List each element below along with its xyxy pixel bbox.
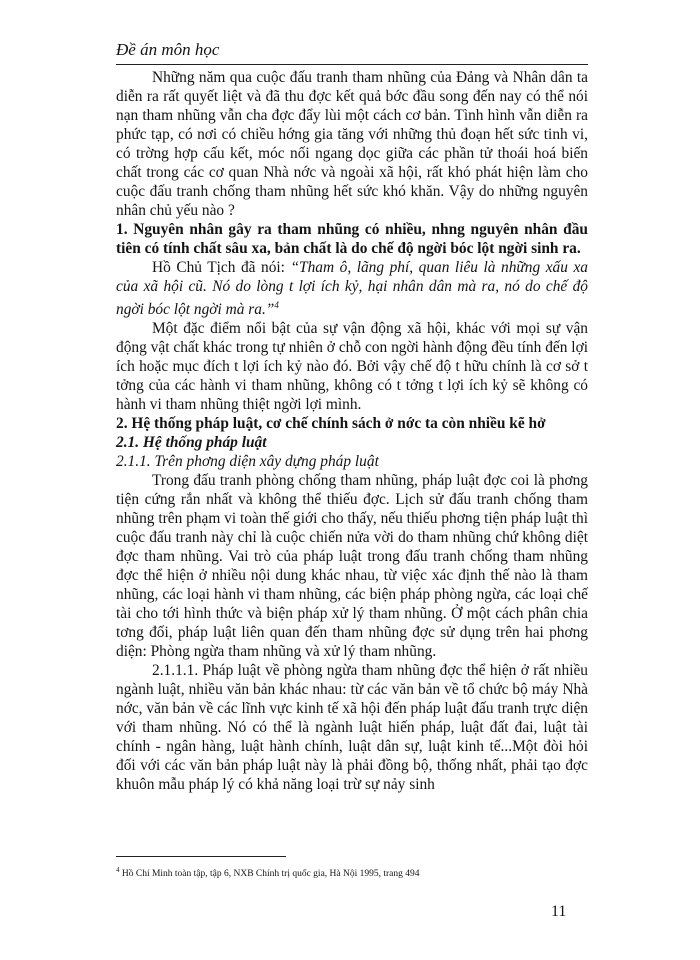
footnote-divider (116, 856, 286, 857)
heading-2-legal-system: 2. Hệ thống pháp luật, cơ chế chính sách ở nớc ta còn nhiều kẽ hở (116, 415, 546, 433)
page-number: 11 (551, 903, 567, 920)
document-body (116, 68, 588, 794)
footnote (116, 864, 586, 880)
quote-intro: Hồ Chủ Tịch đã nói: (152, 259, 291, 276)
intro-paragraph: Những năm qua cuộc đấu tranh tham nhũng của Đảng và Nhân dân ta diễn ra rất quyết liệt và đã thu đợc kết quả bớc đầu song đến nay có thể nói nạn tham nhũng vẫn cha đợc đẩy lùi một cách cơ bản. Tình hình vẫn diễn ra phức tạp, có nơi có chiều hớng gia tăng với những thủ đoạn hết sức tinh vi, có trờng hợp cấu kết, móc nối ngang dọc giữa các phần tử thoái hoá biến chất trong các cơ quan Nhà nớc và ngoài xã hội, rất khó phát hiện làm cho cuộc đấu tranh chống tham nhũng hết sức khó khăn. Vậy do những nguyên nhân chủ yếu nào ? (116, 69, 588, 219)
footnote-text: Hồ Chí Minh toàn tập, tập 6, NXB Chính trị quốc gia, Hà Nội 1995, trang 494 (119, 869, 420, 880)
law-role-paragraph: Trong đấu tranh phòng chống tham nhũng, pháp luật đợc coi là phơng tiện cứng rắn nhất và không thể thiếu đợc. Lịch sử đấu tranh chống tham nhũng trên phạm vi toàn thế giới cho thấy, nếu thiếu phơng tiện pháp luật thì cuộc đấu tranh này chỉ là cuộc chiến nửa vời do tham nhũng chứ không diệt đợc tham nhũng. Vai trò của pháp luật trong đấu tranh chống tham nhũng đợc thể hiện ở nhiều nội dung khác nhau, từ việc xác định thế nào là tham nhũng, các loại hành vi tham nhũng, các biện pháp phòng ngừa, các loại chế tài cho tới hình thức và biện pháp xử lý tham nhũng. Ở một cách phân chia tơng đối, pháp luật liên quan đến tham nhũng đợc sử dụng trên hai phơng diện: Phòng ngừa tham nhũng và xử lý tham nhũng. (116, 472, 588, 661)
footnote-marker: 4 (116, 866, 120, 874)
quote-paragraph (116, 258, 588, 319)
social-motion-paragraph: Một đặc điểm nổi bật của sự vận động xã hội, khác với mọi sự vận động vật chất khác trong tự nhiên ở chỗ con ngời hành động đều tính đến lợi ích hoặc mục đích t lợi ích kỷ nào đó. Bởi vậy chế độ t hữu chính là cơ sở t tởng của các hành vi tham nhũng, không có t tởng t lợi ích kỷ sẽ không có hành vi tham nhũng thiệt ngời lợi mình. (116, 320, 588, 414)
heading-2-1: 2.1. Hệ thống pháp luật (116, 434, 267, 452)
prevention-law-paragraph: 2.1.1.1. Pháp luật về phòng ngừa tham nhũng đợc thể hiện ở rất nhiều ngành luật, nhiều văn bản khác nhau: từ các văn bản về tổ chức bộ máy Nhà nớc, văn bản về các lĩnh vực kinh tế xã hội đến pháp luật đấu tranh trực diện với tham nhũng. Nó có thể là ngành luật hiến pháp, luật đất đai, luật tài chính - ngân hàng, luật hành chính, luật dân sự, luật kinh tế...Một đòi hỏi đối với các văn bản pháp luật này là phải đồng bộ, thống nhất, phải tạo đợc khuôn mẫu pháp lý có khả năng loại trừ sự nảy sinh (116, 662, 588, 794)
heading-1-causes: 1. Nguyên nhân gây ra tham nhũng có nhiều, nhng nguyên nhân đầu tiên có tính chất sâu xa, bản chất là do chế độ ngời bóc lột ngời sinh ra. (116, 221, 588, 257)
heading-2-1-1: 2.1.1. Trên phơng diện xây dựng pháp luật (116, 453, 379, 471)
page-header-title: Đề án môn học (116, 40, 220, 59)
header-divider (116, 64, 588, 65)
footnote-reference: 4 (274, 300, 279, 310)
quote-text: “Tham ô, lãng phí, quan liêu là những xấu xa của xã hội cũ. Nó do lòng t lợi ích kỷ, hại nhân dân mà ra, nó do chế độ ngời bóc lột ngời mà ra.” (116, 259, 588, 319)
